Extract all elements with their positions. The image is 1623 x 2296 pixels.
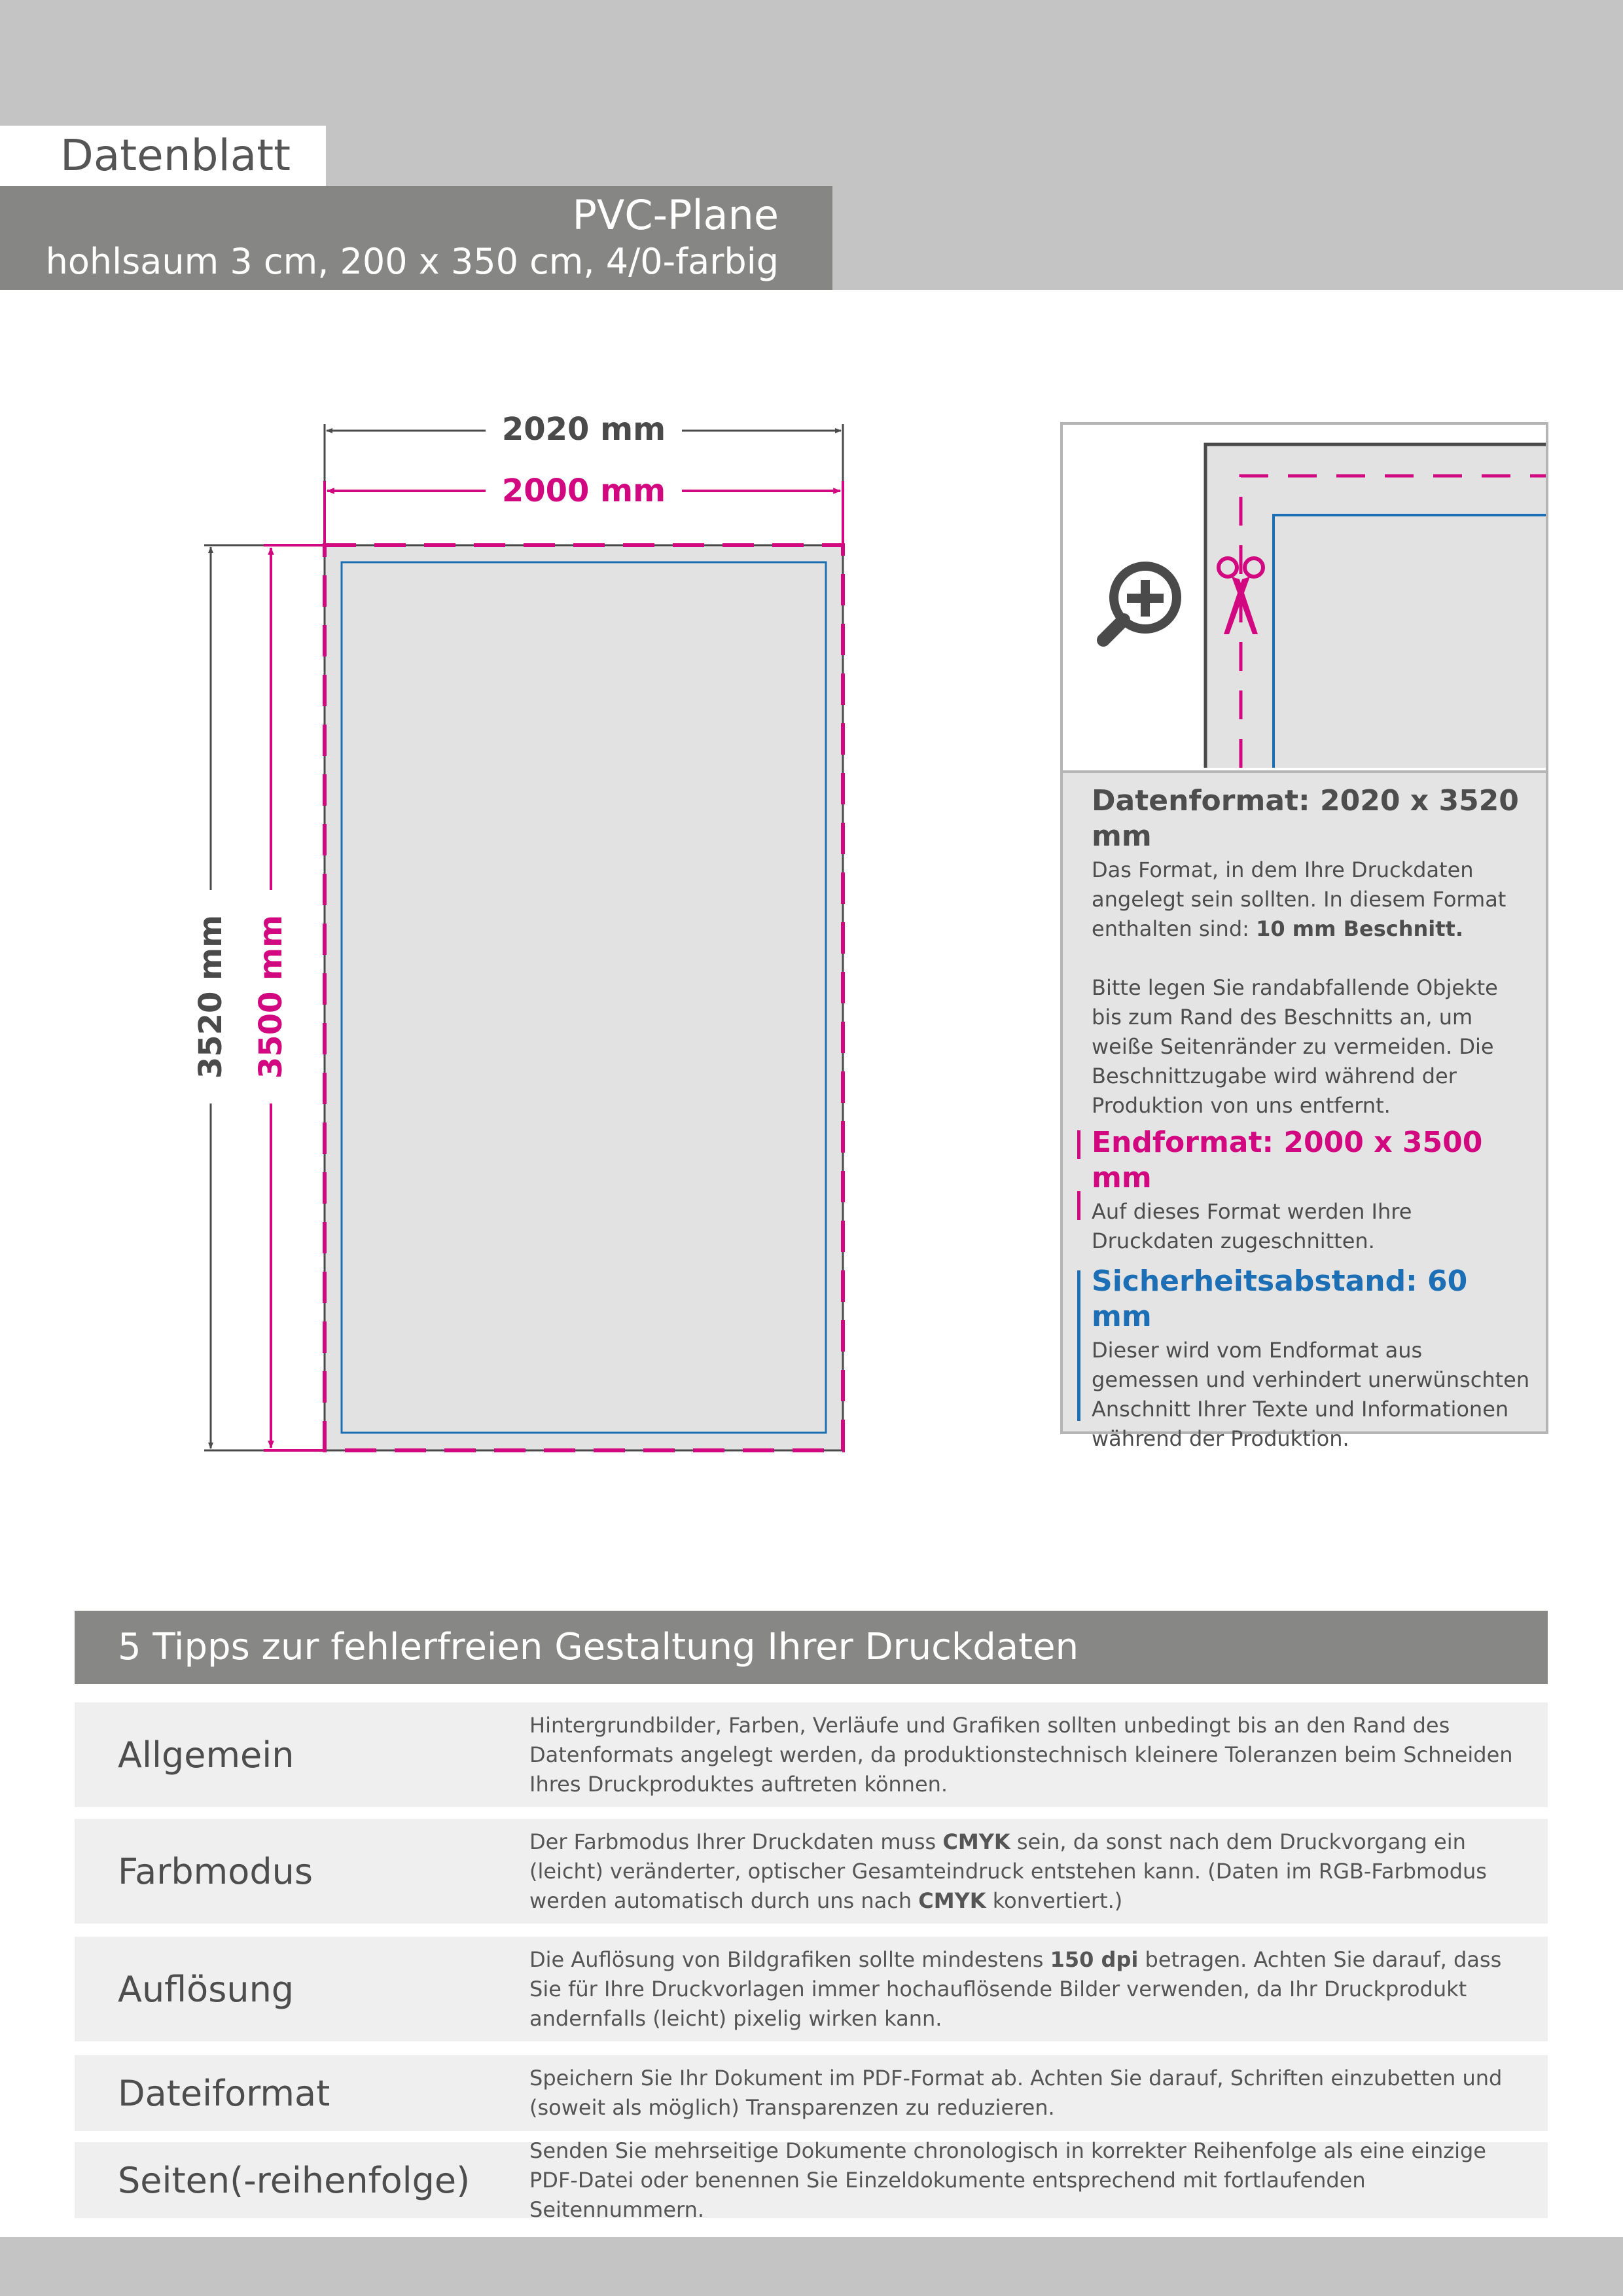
tip-desc-fileformat-text: Speichern Sie Ihr Dokument im PDF-Format ab. Achten Sie darauf, Schriften einzubetten und (soweit als möglich) Transparenzen zu reduzieren. [529, 2066, 1503, 2120]
tip-color-cmyk-2: CMYK [918, 1888, 986, 1913]
tip-name-general: Allgemein [118, 1734, 294, 1776]
corner-detail-zoom [1063, 425, 1546, 773]
tip-desc-color-text [529, 1827, 1532, 1916]
footer-band [0, 2237, 1623, 2296]
tip-row-color [75, 1819, 1548, 1924]
safety-text: Dieser wird vom Endformat aus gemessen und verhindert unerwünschten Anschnitt Ihrer Texte und Informationen während der Produktion. [1092, 1338, 1530, 1451]
data-format-bleed: 10 mm Beschnitt. [1256, 916, 1463, 941]
tip-color-cmyk: CMYK [942, 1829, 1010, 1854]
tip-resolution-dpi: 150 dpi [1050, 1946, 1139, 1972]
tip-desc-general-text: Hintergrundbilder, Farben, Verläufe und Grafiken sollten unbedingt bis an den Rand des Datenformats angelegt werden, da produktionstechnisch kleinere Toleranzen beim Schneiden Ihres Druckproduktes auftreten können. [529, 1712, 1513, 1797]
data-format-title: Datenformat: 2020 x 3520 mm [1092, 784, 1519, 853]
tip-row-fileformat [75, 2055, 1548, 2131]
tip-name-color: Farbmodus [118, 1850, 313, 1892]
safety-accent [1077, 1270, 1080, 1421]
final-format-accent [1077, 1130, 1080, 1159]
tip-row-resolution [75, 1937, 1548, 2041]
data-format-bleed-note: Bitte legen Sie randabfallende Objekte bis zum Rand des Beschnitts an, um weiße Seitenränder zu vermeiden. Die Beschnittzugabe wird während der Produktion von uns entfernt. [1092, 975, 1498, 1118]
format-diagram [0, 393, 916, 1532]
tip-resolution-part2: betragen. Achten Sie darauf, dass Sie für Ihre Druckvorlagen immer hochauflösende Bilder verwenden, da Ihr Druckprodukt andernfalls (leicht) pixelig wirken kann. [529, 1946, 1502, 2031]
tip-name-resolution: Auflösung [118, 1968, 294, 2010]
product-subtitle: hohlsaum 3 cm, 200 x 350 cm, 4/0-farbig [45, 241, 779, 282]
tip-row-general [75, 1702, 1548, 1807]
zoom-in-icon [1103, 566, 1177, 640]
data-format-text [1092, 855, 1533, 944]
document-label: Datenblatt [0, 126, 326, 186]
tip-row-pages [75, 2138, 1548, 2222]
tip-color-part2: sein, da sonst nach dem Druckvorgang ein (leicht) veränderter, optischer Gesamteindruck entstehen kann. (Daten im RGB-Farbmodus werden automatisch durch uns nach [529, 1829, 1487, 1913]
corner-detail-graphic [1063, 425, 1546, 768]
final-height-label: 3500 mm [253, 914, 289, 1079]
data-format-area [325, 545, 843, 1450]
tip-desc-general [529, 1702, 1532, 1807]
product-title: PVC-Plane [572, 191, 779, 239]
info-card [1060, 422, 1548, 1451]
data-format-info [1092, 783, 1533, 1121]
safety-title: Sicherheitsabstand: 60 mm [1092, 1265, 1468, 1333]
tip-resolution-part1: Die Auflösung von Bildgrafiken sollte mindestens [529, 1946, 1050, 1972]
tip-desc-resolution [529, 1937, 1532, 2041]
data-format-text-main: Das Format, in dem Ihre Druckdaten angelegt sein sollten. In diesem Format enthalten sind: [1092, 857, 1507, 941]
final-format-info [1092, 1125, 1533, 1256]
tip-desc-pages-text: Senden Sie mehrseitige Dokumente chronologisch in korrekter Reihenfolge als eine einzige PDF-Datei oder benennen Sie Einzeldokumente entsprechend mit fortlaufenden Seitennummern. [529, 2138, 1486, 2222]
tip-color-part1: Der Farbmodus Ihrer Druckdaten muss [529, 1829, 943, 1854]
tip-name-fileformat: Dateiformat [118, 2072, 330, 2114]
tips-title: 5 Tipps zur fehlerfreien Gestaltung Ihrer Druckdaten [75, 1611, 1548, 1684]
tip-desc-color [529, 1819, 1532, 1924]
data-width-label: 2020 mm [501, 411, 666, 448]
tip-desc-pages [529, 2138, 1532, 2222]
final-format-text: Auf dieses Format werden Ihre Druckdaten zugeschnitten. [1092, 1199, 1412, 1253]
tip-name-pages: Seiten(-reihenfolge) [118, 2159, 471, 2201]
final-width-label: 2000 mm [501, 473, 666, 509]
product-box [0, 186, 832, 290]
tip-desc-fileformat [529, 2055, 1532, 2131]
safety-info [1092, 1264, 1533, 1454]
data-height-label: 3520 mm [192, 914, 229, 1079]
tip-color-part3: konvertiert.) [986, 1888, 1123, 1913]
tip-desc-resolution-text [529, 1945, 1532, 2034]
final-format-title: Endformat: 2000 x 3500 mm [1092, 1126, 1483, 1194]
final-format-accent-bottom [1077, 1191, 1080, 1220]
